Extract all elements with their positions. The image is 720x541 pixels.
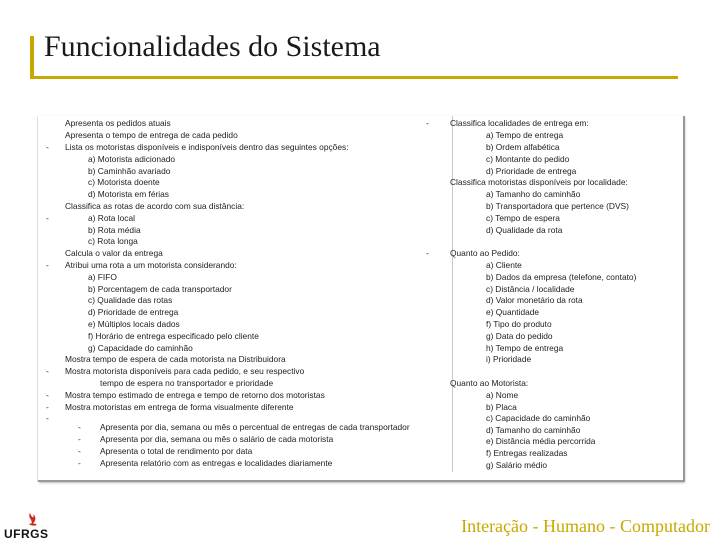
right-list-item: d) Qualidade da rota — [486, 225, 563, 235]
bullet-marker: - — [78, 434, 81, 444]
left-list-item: Classifica as rotas de acordo com sua distância: — [65, 201, 245, 211]
left-list-item: d) Prioridade de entrega — [88, 307, 179, 317]
logo-text: UFRGS — [4, 527, 49, 541]
left-list-item: Mostra motoristas em entrega de forma visualmente diferente — [65, 402, 294, 412]
left-list-item: Apresenta o tempo de entrega de cada pedido — [65, 130, 238, 140]
bullet-marker: - — [46, 142, 49, 152]
title-underline — [30, 76, 678, 79]
bullet-marker: - — [426, 118, 429, 128]
bullet-marker: - — [78, 446, 81, 456]
bullet-marker: - — [46, 366, 49, 376]
left-list-item: Apresenta o total de rendimento por data — [100, 446, 253, 456]
left-list-item: Apresenta relatório com as entregas e localidades diariamente — [100, 458, 333, 468]
right-list-item: e) Distância média percorrida — [486, 436, 596, 446]
right-list-item: c) Distância / localidade — [486, 284, 575, 294]
left-list-item: a) FIFO — [88, 272, 117, 282]
right-list-item: d) Prioridade de entrega — [486, 166, 577, 176]
right-list-item: Classifica localidades de entrega em: — [450, 118, 589, 128]
right-list-item: a) Tamanho do caminhão — [486, 189, 581, 199]
right-list-item: a) Cliente — [486, 260, 522, 270]
right-list-item: d) Valor monetário da rota — [486, 295, 583, 305]
right-list-item: b) Placa — [486, 402, 517, 412]
right-list-item: a) Nome — [486, 390, 519, 400]
left-list-item: a) Rota local — [88, 213, 136, 223]
right-list-item: b) Dados da empresa (telefone, contato) — [486, 272, 637, 282]
left-list-item: e) Múltiplos locais dados — [88, 319, 180, 329]
right-list-item: g) Data do pedido — [486, 331, 553, 341]
right-list-item: Quanto ao Pedido: — [450, 248, 520, 258]
left-list-item: Lista os motoristas disponíveis e indisponíveis dentro das seguintes opções: — [65, 142, 349, 152]
left-list-item: Mostra motorista disponíveis para cada pedido, e seu respectivo — [65, 366, 305, 376]
left-list-item: Calcula o valor da entrega — [65, 248, 163, 258]
bullet-marker: - — [46, 390, 49, 400]
column-divider — [452, 116, 453, 472]
footer-course-title: Interação - Humano - Computador — [461, 516, 710, 536]
right-list-item: c) Capacidade do caminhão — [486, 413, 591, 423]
right-list-item: Classifica motoristas disponíveis por localidade: — [450, 177, 628, 187]
left-list-item: b) Caminhão avariado — [88, 166, 171, 176]
left-list-item: Mostra tempo estimado de entrega e tempo de retorno dos motoristas — [65, 390, 325, 400]
right-list-item: e) Quantidade — [486, 307, 540, 317]
right-list-item: b) Ordem alfabética — [486, 142, 560, 152]
right-list-item: f) Entregas realizadas — [486, 448, 568, 458]
right-list-item: d) Tamanho do caminhão — [486, 425, 581, 435]
slide-title: Funcionalidades do Sistema — [44, 30, 381, 63]
right-list-item: c) Montante do pedido — [486, 154, 570, 164]
right-list-item: c) Tempo de espera — [486, 213, 560, 223]
document-shadow-bottom — [38, 480, 685, 482]
bullet-marker: - — [46, 260, 49, 270]
requirements-document — [38, 116, 684, 482]
right-list-item: b) Transportadora que pertence (DVS) — [486, 201, 629, 211]
bullet-marker: - — [46, 402, 49, 412]
document-shadow-right — [683, 116, 685, 482]
left-list-item: Apresenta por dia, semana ou mês o percentual de entregas de cada transportador — [100, 422, 410, 432]
right-list-item: Quanto ao Motorista: — [450, 378, 529, 388]
bullet-marker: - — [46, 213, 49, 223]
left-list-item: g) Capacidade do caminhão — [88, 343, 193, 353]
left-list-item: d) Motorista em férias — [88, 189, 169, 199]
left-list-item: Apresenta por dia, semana ou mês o salário de cada motorista — [100, 434, 334, 444]
right-list-item: i) Prioridade — [486, 354, 532, 364]
bullet-marker: - — [426, 248, 429, 258]
right-list-item: f) Tipo do produto — [486, 319, 552, 329]
right-list-item: g) Salário médio — [486, 460, 547, 470]
left-list-item: Atribui uma rota a um motorista considerando: — [65, 260, 237, 270]
left-list-item: b) Rota média — [88, 225, 141, 235]
left-list-item: Apresenta os pedidos atuais — [65, 118, 171, 128]
left-list-item: a) Motorista adicionado — [88, 154, 176, 164]
bullet-marker: - — [78, 458, 81, 468]
left-list-item: c) Qualidade das rotas — [88, 295, 173, 305]
left-list-item: f) Horário de entrega especificado pelo cliente — [88, 331, 259, 341]
left-list-item: b) Porcentagem de cada transportador — [88, 284, 232, 294]
left-list-item: c) Rota longa — [88, 236, 138, 246]
right-list-item: h) Tempo de entrega — [486, 343, 564, 353]
left-list-item: tempo de espera no transportador e prioridade — [100, 378, 274, 388]
title-accent-bar — [30, 36, 34, 78]
left-list-item: Mostra tempo de espera de cada motorista na Distribuidora — [65, 354, 286, 364]
left-list-item: c) Motorista doente — [88, 177, 160, 187]
bullet-marker: - — [78, 422, 81, 432]
bullet-marker: - — [46, 413, 49, 423]
right-list-item: a) Tempo de entrega — [486, 130, 564, 140]
